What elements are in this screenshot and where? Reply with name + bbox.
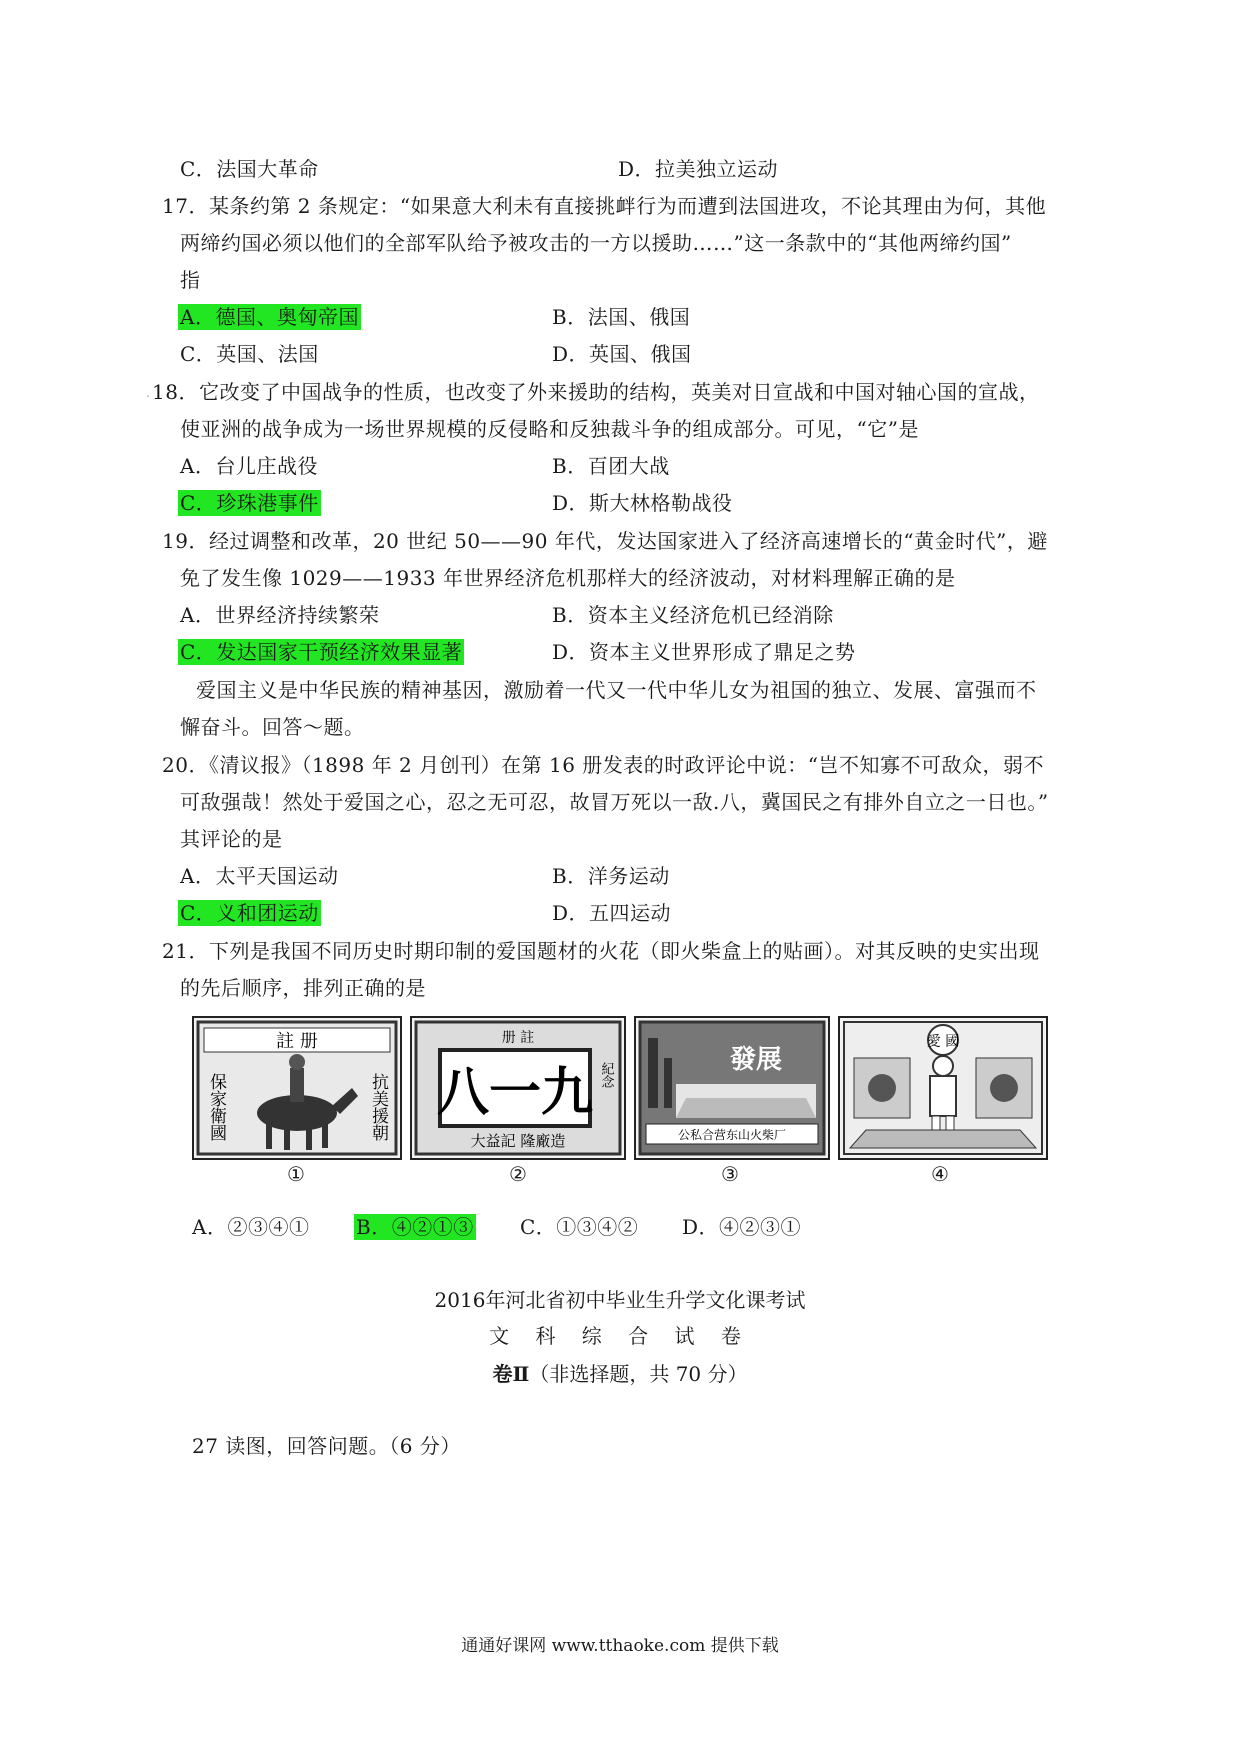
exam-title: 2016年河北省初中毕业生升学文化课考试 xyxy=(434,1288,806,1312)
picture-1-number: ① xyxy=(287,1162,305,1186)
answer-highlight: C．发达国家干预经济效果显著 xyxy=(180,640,463,664)
part-label: 卷Ⅱ xyxy=(492,1362,530,1386)
q18-option-a: A．台儿庄战役 xyxy=(180,454,318,478)
q21-option-c: C．①③④② xyxy=(520,1215,639,1239)
picture-1-left-text: 保家衛國 xyxy=(206,1073,226,1141)
q18-option-b: B．百团大战 xyxy=(552,454,670,478)
footer-text: 通通好课网 www.tthaoke.com 提供下载 xyxy=(461,1636,779,1656)
matchbox-picture-4 xyxy=(838,1016,1048,1160)
picture-4-top-text: 愛 國 xyxy=(926,1034,960,1050)
q19-option-b: B．资本主义经济危机已经消除 xyxy=(552,603,834,627)
factory-development-illustration xyxy=(636,1018,828,1158)
picture-2-side-text: 紀念 xyxy=(598,1062,614,1088)
picture-4-number: ④ xyxy=(931,1162,949,1186)
q17-option-a xyxy=(178,303,361,331)
q17-option-d: D．英国、俄国 xyxy=(552,342,692,366)
q17-option-c: C．英国、法国 xyxy=(180,342,319,366)
intro-line-1: 爱国主义是中华民族的精神基因，激励着一代又一代中华儿女为祖国的独立、发展、富强而不 xyxy=(196,678,1037,702)
picture-3-bottom-text: 公私合营东山火柴厂 xyxy=(677,1128,787,1142)
answer-highlight: B．④②①③ xyxy=(356,1215,474,1239)
q19-stem-line-2: 免了发生像 1029——1933 年世界经济危机那样大的经济波动，对材料理解正确的是 xyxy=(180,566,956,590)
q18-option-c xyxy=(178,489,321,517)
q20-option-d: D．五四运动 xyxy=(552,901,672,925)
q21-stem-line-2: 的先后顺序，排列正确的是 xyxy=(180,976,426,1000)
picture-2-top-text: 册 註 xyxy=(501,1030,535,1046)
q16-option-d: D．拉美独立运动 xyxy=(618,157,779,181)
q20-stem-line-1: 20．《清议报》（1898 年 2 月创刊）在第 16 册发表的时政评论中说：“岂不知寡不可敌众，弱不 xyxy=(162,753,1045,777)
picture-3-number: ③ xyxy=(721,1162,739,1186)
picture-2-big-text: 八一九 xyxy=(436,1063,594,1123)
q17-stem-line-1: 17．某条约第 2 条规定：“如果意大利未有直接挑衅行为而遭到法国进攻，不论其理由为何，其他 xyxy=(162,194,1047,218)
picture-3-big-text: 發展 xyxy=(729,1045,783,1075)
q19-option-a: A．世界经济持续繁荣 xyxy=(180,603,380,627)
part-description: （非选择题，共 70 分） xyxy=(529,1362,748,1386)
answer-highlight: C．珍珠港事件 xyxy=(180,491,319,515)
part-heading xyxy=(0,1360,1240,1388)
q21-option-b xyxy=(354,1213,476,1241)
q21-option-a: A．②③④① xyxy=(192,1215,310,1239)
q18-stem-line-1: 18．它改变了中国战争的性质，也改变了外来援助的结构，英美对日宣战和中国对轴心国的宣战， xyxy=(152,380,1040,404)
answer-highlight: C．义和团运动 xyxy=(180,901,319,925)
matchbox-picture-3 xyxy=(634,1016,830,1160)
q21-stem-line-1: 21．下列是我国不同历史时期印制的爱国题材的火花（即火柴盒上的贴画）。对其反映的史实出现 xyxy=(162,939,1040,963)
q18-stem-line-2: 使亚洲的战争成为一场世界规模的反侵略和反独裁斗争的组成部分。可见，“它”是 xyxy=(180,417,919,441)
matchbox-picture-2 xyxy=(410,1016,626,1160)
picture-1-top-text: 註 册 xyxy=(276,1031,318,1052)
q21-option-d: D．④②③① xyxy=(682,1215,802,1239)
q17-option-b: B．法国、俄国 xyxy=(552,305,691,329)
q17-stem-line-2: 两缔约国必须以他们的全部军队给予被攻击的一方以援助……”这一条款中的“其他两缔约国” xyxy=(180,231,1012,255)
q20-stem-line-2: 可敌强哉！然处于爱国之心，忍之无可忍，故冒万死以一敌.八，冀国民之有排外自立之一日也。” xyxy=(180,790,1049,814)
q18-option-d: D．斯大林格勒战役 xyxy=(552,491,733,515)
q16-option-c: C．法国大革命 xyxy=(180,157,319,181)
q20-option-c xyxy=(178,899,321,927)
answer-highlight: A．德国、奥匈帝国 xyxy=(180,305,359,329)
margin-dot: . xyxy=(146,386,150,400)
picture-2-bottom-text: 大益記 隆廠造 xyxy=(470,1132,566,1150)
q19-stem-line-1: 19．经过调整和改革，20 世纪 50——90 年代，发达国家进入了经济高速增长的“黄金时代”，避 xyxy=(162,529,1048,553)
q27-stem: 27 读图，回答问题。（6 分） xyxy=(192,1434,461,1458)
exam-subtitle: 文 科 综 合 试 卷 xyxy=(489,1324,751,1348)
intro-line-2: 懈奋斗。回答～题。 xyxy=(180,715,365,739)
matchbox-picture-1 xyxy=(192,1016,402,1160)
patriotic-flags-illustration xyxy=(840,1018,1046,1158)
q17-stem-line-3: 指 xyxy=(180,268,201,292)
q19-option-c xyxy=(178,638,464,666)
horse-rider-illustration xyxy=(194,1018,400,1158)
picture-1-right-text: 抗美援朝 xyxy=(368,1073,388,1141)
picture-2-number: ② xyxy=(509,1162,527,1186)
q20-stem-line-3: 其评论的是 xyxy=(180,827,283,851)
q19-option-d: D．资本主义世界形成了鼎足之势 xyxy=(552,640,856,664)
q20-option-a: A．太平天国运动 xyxy=(180,864,339,888)
eight-one-nine-illustration xyxy=(412,1018,624,1158)
q20-option-b: B．洋务运动 xyxy=(552,864,670,888)
